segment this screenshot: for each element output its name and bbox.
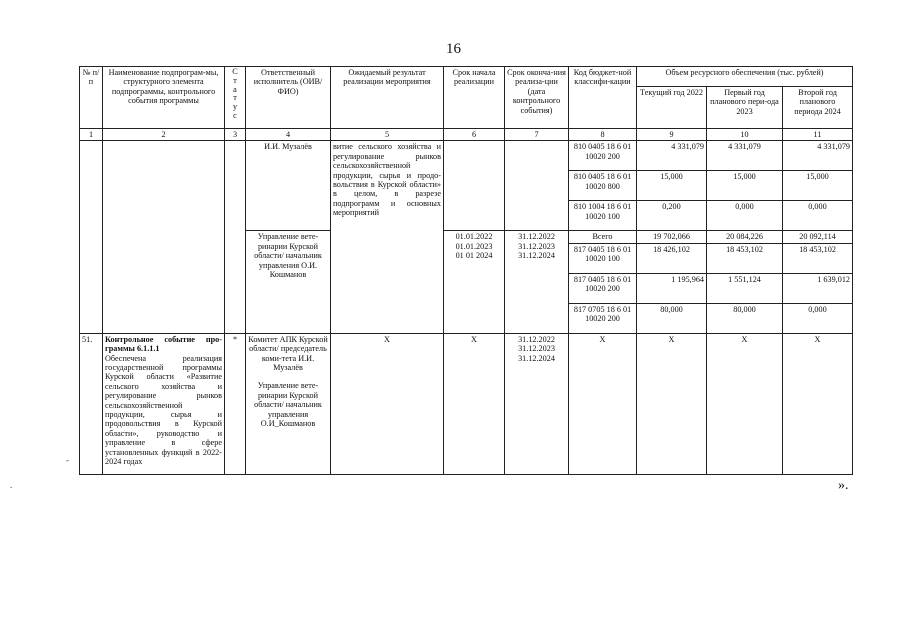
amount-2022: 80,000 <box>637 303 707 333</box>
expected-result: витие сельского хозяйства и регулирование рынков сельскохозяйственной продукции, сырья и продо-вольствия в Курской области» в целом, в разрезе подпрограмм и основных мероприятий <box>331 141 444 333</box>
amount-2024: 0,000 <box>783 303 853 333</box>
amount-2023: 20 084,226 <box>707 231 783 243</box>
header-2022: Текущий год 2022 <box>637 87 707 129</box>
header-executor: Ответственный исполнитель (ОИВ/ФИО) <box>246 67 331 129</box>
col-num: 8 <box>569 129 637 141</box>
amount-2023: 0,000 <box>707 201 783 231</box>
amount-2023: 1 551,124 <box>707 273 783 303</box>
header-number: № п/п <box>80 67 103 129</box>
header-end: Срок оконча-ния реализа-ции (дата контрольного события) <box>505 67 569 129</box>
budget-code: 810 1004 18 6 01 10020 100 <box>569 201 637 231</box>
amount-2022-x: Х <box>637 333 707 474</box>
amount-2024: 0,000 <box>783 201 853 231</box>
code-x: Х <box>569 333 637 474</box>
resource-table <box>79 66 853 475</box>
result-x: Х <box>331 333 444 474</box>
amount-2024: 15,000 <box>783 171 853 201</box>
executor-vet: Управление вете-ринарии Курской области/ начальник управления О.И. Кошманов <box>246 231 331 333</box>
header-budget-code: Код бюджет-ной классифи-кации <box>569 67 637 129</box>
cell-empty <box>225 141 246 333</box>
amount-2022: 4 331,079 <box>637 141 707 171</box>
header-start: Срок начала реализации <box>444 67 505 129</box>
header-resources: Объем ресурсного обеспечения (тыс. рублей) <box>637 67 853 87</box>
budget-code: 817 0405 18 6 01 10020 100 <box>569 243 637 273</box>
vet-start-dates: 01.01.2022 01.01.2023 01 01 2024 <box>444 231 505 333</box>
header-status: С т а т у с <box>225 67 246 129</box>
header-name: Наименование подпрограм-мы, структурного элемента подпрограммы, контрольного события программы <box>103 67 225 129</box>
amount-2022: 18 426,102 <box>637 243 707 273</box>
amount-2024: 18 453,102 <box>783 243 853 273</box>
closing-quote: ». <box>838 478 849 493</box>
col-num: 2 <box>103 129 225 141</box>
amount-2023: 80,000 <box>707 303 783 333</box>
header-result: Ожидаемый результат реализации мероприятия <box>331 67 444 129</box>
col-num: 7 <box>505 129 569 141</box>
control-event-dates: 31.12.2022 31.12.2023 31.12.2024 <box>505 333 569 474</box>
amount-2022: 1 195,964 <box>637 273 707 303</box>
amount-2024: 4 331,079 <box>783 141 853 171</box>
amount-2023: 4 331,079 <box>707 141 783 171</box>
col-num: 11 <box>783 129 853 141</box>
budget-code-total: Всего <box>569 231 637 243</box>
header-2023: Первый год планового пери-ода 2023 <box>707 87 783 129</box>
executor-muzalev: И.И. Музалёв <box>246 141 331 231</box>
col-num: 9 <box>637 129 707 141</box>
amount-2023-x: Х <box>707 333 783 474</box>
amount-2023: 18 453,102 <box>707 243 783 273</box>
page-number: 16 <box>446 41 461 57</box>
col-num: 5 <box>331 129 444 141</box>
status-mark: * <box>225 333 246 474</box>
margin-mark: . <box>10 480 13 490</box>
cell-empty <box>505 141 569 231</box>
header-2024: Второй год планового периода 2024 <box>783 87 853 129</box>
control-event-executors: Комитет АПК Курской области/ председатель коми-тета И.И. Музалёв Управление вете-ринарии Курской области/ начальник управления О.И_Кошманов <box>246 333 331 474</box>
vet-end-dates: 31.12.2022 31.12.2023 31.12.2024 <box>505 231 569 333</box>
amount-2024: 1 639,012 <box>783 273 853 303</box>
control-event-name: Контрольное событие про-граммы 6.1.1.1 Обеспечена реализация государственной программы Курской области «Развитие сельского хозяйства и регулирование рынков сельскохозяйственной продукции, сырья и продовольствия в Курской области», руководство и управление в сфере установленных функций в 2022-2024 годах <box>103 333 225 474</box>
budget-code: 817 0705 18 6 01 10020 200 <box>569 303 637 333</box>
row-number: 51. <box>80 333 103 474</box>
col-num: 10 <box>707 129 783 141</box>
budget-code: 810 0405 18 6 01 10020 800 <box>569 171 637 201</box>
col-num: 4 <box>246 129 331 141</box>
cell-empty <box>444 141 505 231</box>
budget-code: 817 0405 18 6 01 10020 200 <box>569 273 637 303</box>
amount-2024-x: Х <box>783 333 853 474</box>
col-num: 1 <box>80 129 103 141</box>
col-num: 3 <box>225 129 246 141</box>
start-x: Х <box>444 333 505 474</box>
amount-2022: 0,200 <box>637 201 707 231</box>
margin-mark: - <box>66 455 69 465</box>
budget-code: 810 0405 18 6 01 10020 200 <box>569 141 637 171</box>
col-num: 6 <box>444 129 505 141</box>
cell-empty <box>103 141 225 333</box>
cell-empty <box>80 141 103 333</box>
amount-2024: 20 092,114 <box>783 231 853 243</box>
amount-2022: 19 702,066 <box>637 231 707 243</box>
amount-2023: 15,000 <box>707 171 783 201</box>
amount-2022: 15,000 <box>637 171 707 201</box>
